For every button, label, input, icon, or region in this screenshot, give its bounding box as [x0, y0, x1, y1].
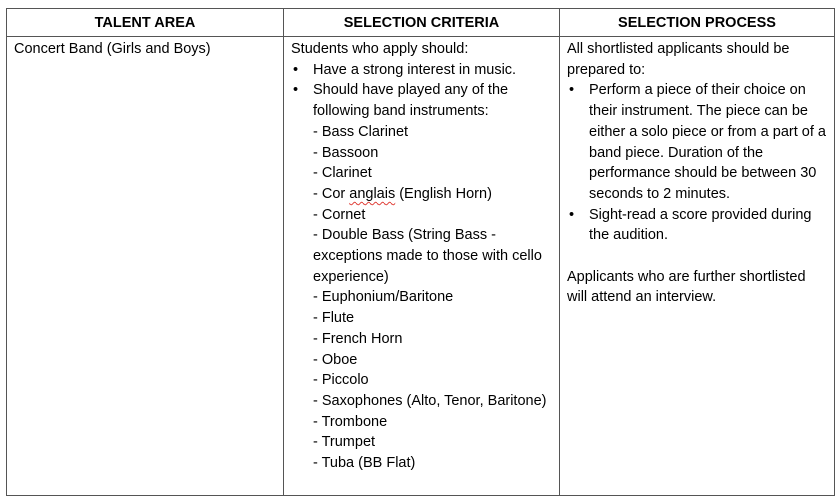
- criteria-bullet-instruments: Should have played any of the following band instruments:: [313, 82, 509, 120]
- instrument-item: - Cornet: [313, 206, 366, 223]
- header-selection-process: SELECTION PROCESS: [560, 9, 835, 37]
- selection-process-cell: [560, 37, 835, 496]
- instrument-item: - Saxophones (Alto, Tenor, Baritone): [313, 392, 547, 409]
- list-item: [291, 60, 553, 81]
- header-selection-criteria: SELECTION CRITERIA: [284, 9, 560, 37]
- instrument-item: - Trumpet: [313, 434, 376, 451]
- cor-prefix: - Cor: [313, 185, 350, 202]
- instrument-item: - Trombone: [313, 413, 388, 430]
- instrument-item: - Euphonium/Baritone: [313, 289, 454, 306]
- process-intro: All shortlisted applicants should be prepared to:: [567, 41, 790, 78]
- criteria-intro: Students who apply should:: [291, 41, 469, 57]
- process-bullet-sight-read: Sight-read a score provided during the audition.: [589, 206, 812, 244]
- paragraph-spacer: [567, 246, 828, 267]
- table-row: [7, 37, 835, 496]
- list-item: [291, 80, 553, 473]
- instrument-item: - Piccolo: [313, 372, 369, 389]
- instrument-item: - French Horn: [313, 330, 403, 347]
- bullet-icon: •: [293, 61, 299, 78]
- instrument-item: - Tuba (BB Flat): [313, 455, 416, 472]
- bullet-icon: •: [569, 206, 575, 223]
- header-row: [7, 9, 835, 37]
- cor-suffix: (English Horn): [395, 185, 492, 202]
- instrument-item: - Bassoon: [313, 144, 379, 161]
- process-bullet-perform: Perform a piece of their choice on their instrument. The piece can be either a solo piece or from a part of a band piece. Duration of the performance should be between 30 seconds to 2 minutes.: [589, 82, 826, 202]
- criteria-bullet-list: [291, 60, 553, 474]
- instrument-item: - Bass Clarinet: [313, 123, 409, 140]
- criteria-bullet-interest: Have a strong interest in music.: [313, 61, 517, 78]
- instrument-item: - Clarinet: [313, 165, 372, 182]
- talent-area-cell: [7, 37, 284, 496]
- bullet-icon: •: [293, 82, 299, 99]
- talent-area-text: Concert Band (Girls and Boys): [14, 41, 211, 57]
- instrument-list: [313, 122, 553, 474]
- instrument-item-cor-anglais: [313, 184, 553, 205]
- spellcheck-flagged-word[interactable]: anglais: [349, 185, 396, 202]
- instrument-item: - Flute: [313, 310, 355, 327]
- instrument-item: - Double Bass (String Bass - exceptions made to those with cello experience): [313, 227, 542, 285]
- selection-criteria-cell: [284, 37, 560, 496]
- process-bullet-list: [567, 80, 828, 246]
- bullet-icon: •: [569, 82, 575, 99]
- selection-table: [6, 8, 835, 496]
- list-item: [567, 80, 828, 204]
- instrument-item: - Oboe: [313, 351, 358, 368]
- list-item: [567, 205, 828, 246]
- header-talent-area: TALENT AREA: [7, 9, 284, 37]
- process-closing: Applicants who are further shortlisted will attend an interview.: [567, 268, 806, 306]
